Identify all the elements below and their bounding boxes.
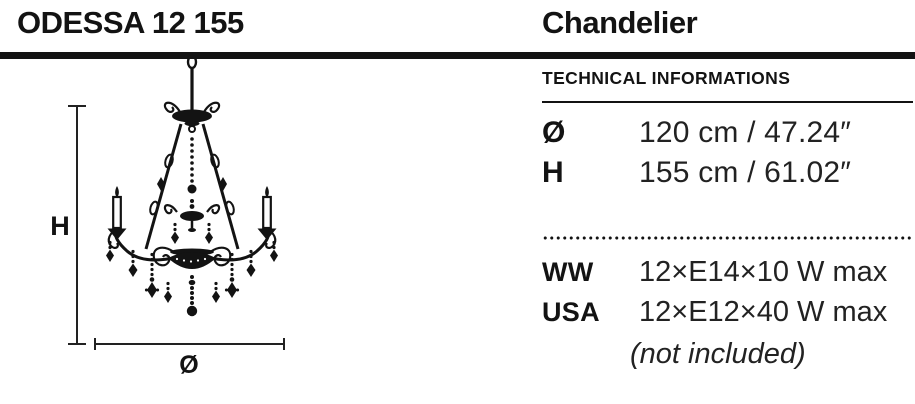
candle-left-icon (108, 186, 127, 240)
spec-value-diameter: 120 cm / 47.24″ (639, 116, 852, 149)
lamping-specs (542, 252, 913, 332)
spec-label-diameter: Ø (542, 116, 566, 149)
spec-value-ww: 12×E14×10 W max (639, 255, 888, 288)
technical-informations-panel (542, 68, 913, 371)
technical-title-underline (542, 101, 913, 103)
spec-value-height: 155 cm / 61.02″ (639, 156, 852, 189)
spec-value-usa: 12×E12×40 W max (639, 295, 888, 328)
bulbs-not-included-note: (not included) (630, 338, 806, 370)
spec-label-usa: USA (542, 296, 600, 327)
candle-right-icon (258, 186, 277, 240)
ceiling-hook-icon (188, 56, 196, 68)
spec-row-height (542, 153, 913, 193)
product-name-title: ODESSA 12 155 (17, 5, 244, 40)
spec-label-height: H (542, 156, 564, 189)
spec-row-usa-bulbs (542, 292, 913, 332)
spec-label-ww: WW (542, 256, 594, 287)
spec-row-diameter (542, 113, 913, 153)
dotted-divider (542, 236, 913, 240)
product-type-title: Chandelier (542, 5, 698, 40)
spec-row-ww-bulbs (542, 252, 913, 292)
chandelier-drawing (106, 56, 278, 316)
height-dimension-label: H (50, 211, 70, 241)
dimension-specs (542, 113, 913, 193)
technical-informations-title: TECHNICAL INFORMATIONS (542, 68, 791, 88)
diameter-dimension-label: Ø (179, 351, 199, 379)
